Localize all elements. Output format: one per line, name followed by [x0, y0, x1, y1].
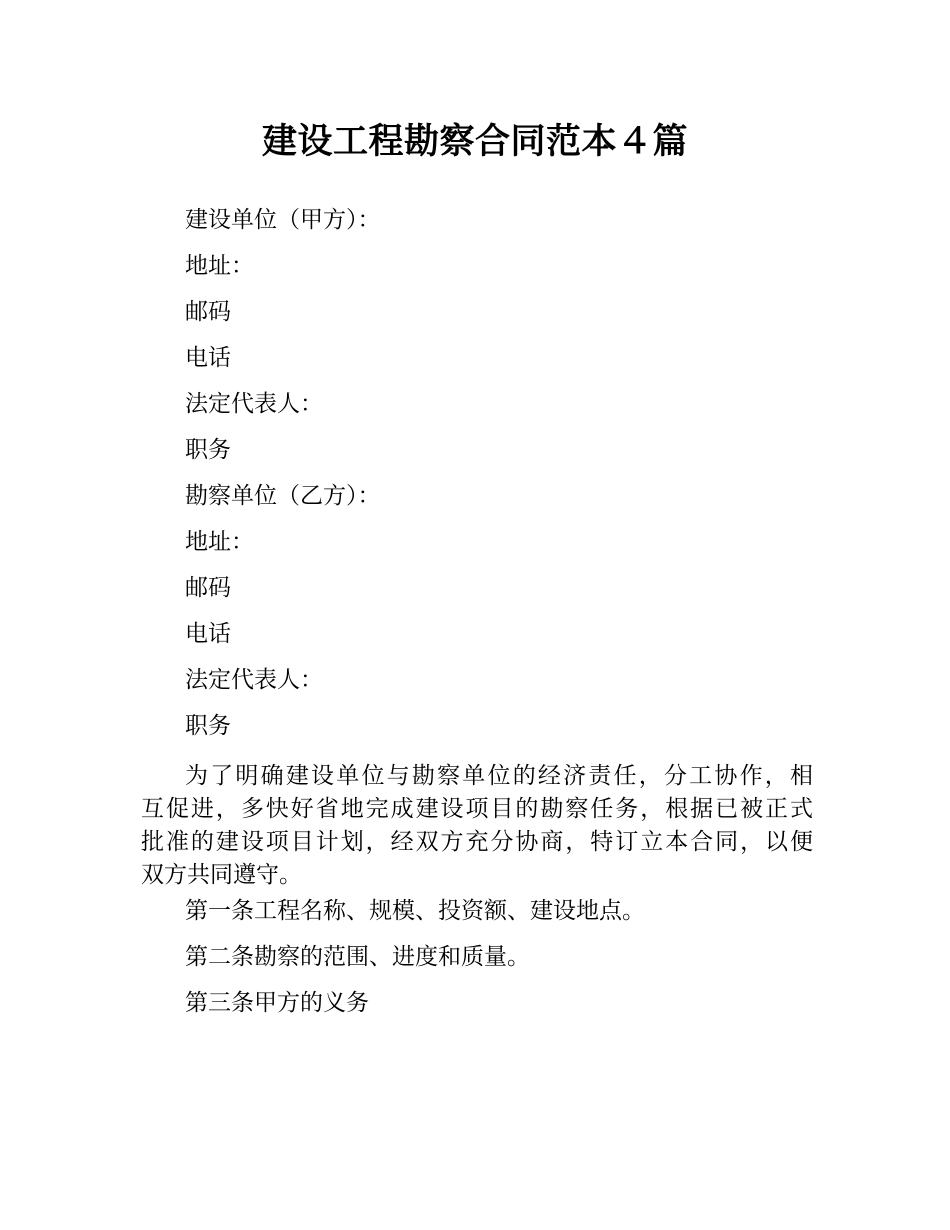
party-a-phone-label: 电话 — [185, 345, 231, 371]
preamble-line: 为了明确建设单位与勘察单位的经济责任，分工协作，相 — [185, 763, 813, 789]
party-a-address-label: 地址： — [185, 253, 254, 279]
party-b-position-label: 职务 — [185, 713, 231, 739]
preamble-line: 双方共同遵守。 — [141, 862, 302, 888]
party-a-representative-label: 法定代表人： — [185, 391, 323, 417]
party-b-postcode-label: 邮码 — [185, 575, 231, 601]
article-2: 第二条勘察的范围、进度和质量。 — [185, 944, 530, 970]
party-b-representative-label: 法定代表人： — [185, 667, 323, 693]
document-title: 建设工程勘察合同范本４篇 — [261, 122, 688, 162]
party-b-heading: 勘察单位（乙方）： — [185, 483, 381, 509]
party-b-phone-label: 电话 — [185, 621, 231, 647]
party-b-address-label: 地址： — [185, 529, 254, 555]
party-a-position-label: 职务 — [185, 437, 231, 463]
article-3: 第三条甲方的义务 — [185, 990, 369, 1016]
preamble-line: 批准的建设项目计划，经双方充分协商，特订立本合同，以便 — [141, 829, 813, 855]
preamble-paragraph — [141, 760, 813, 892]
preamble-line: 互促进，多快好省地完成建设项目的勘察任务，根据已被正式 — [141, 796, 813, 822]
party-a-postcode-label: 邮码 — [185, 299, 231, 325]
party-a-heading: 建设单位（甲方）： — [185, 207, 381, 233]
article-1: 第一条工程名称、规模、投资额、建设地点。 — [185, 898, 645, 924]
